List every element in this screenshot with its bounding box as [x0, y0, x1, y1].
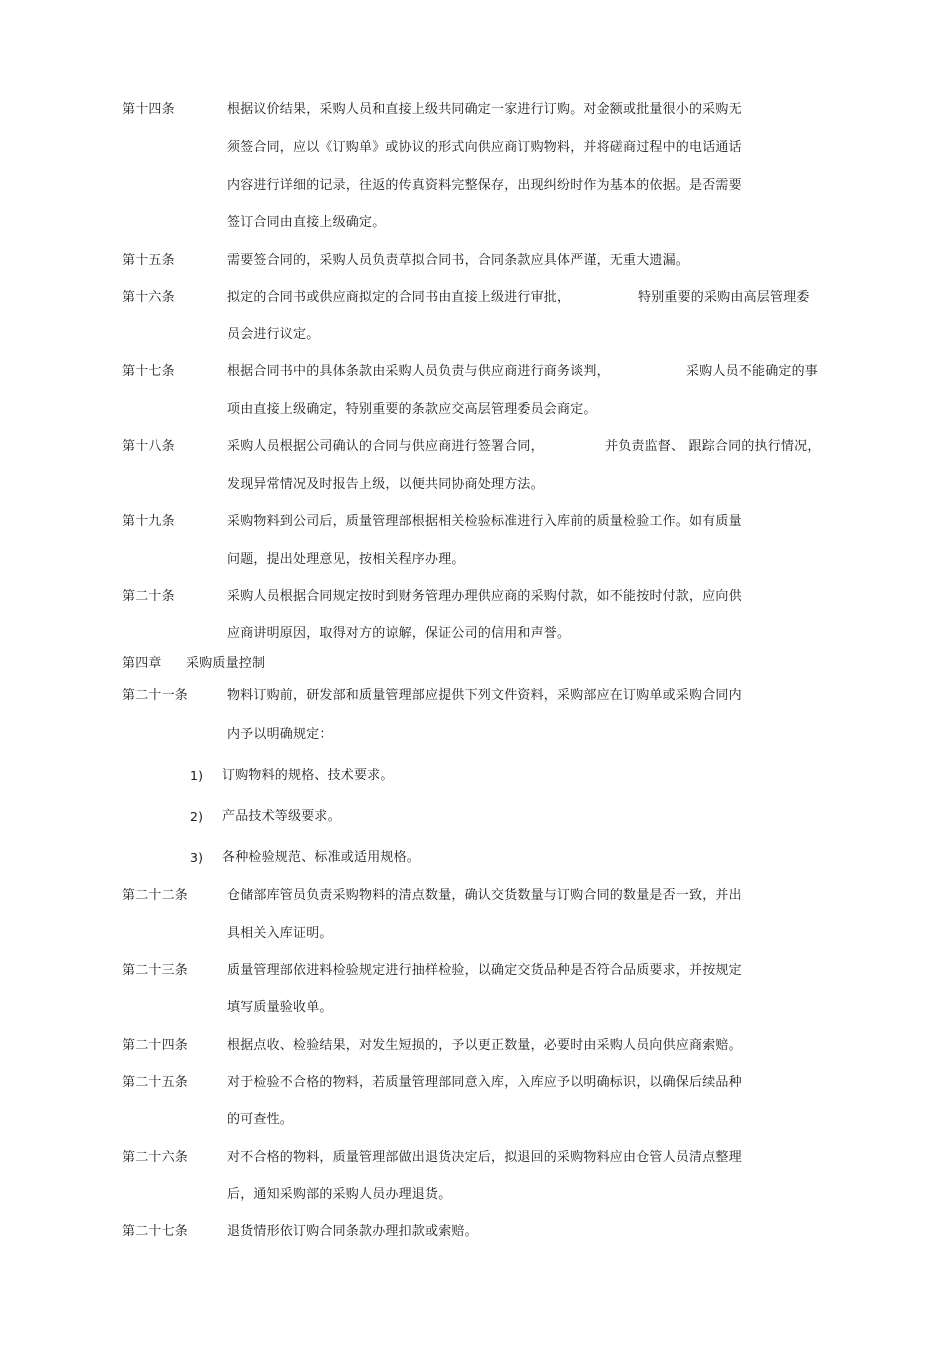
article-17-line-2: 项由直接上级确定，特别重要的条款应交高层管理委员会商定。 [227, 402, 597, 417]
article-21-line-1: 物料订购前，研发部和质量管理部应提供下列文件资料，采购部应在订购单或采购合同内 [227, 688, 742, 703]
article-24-line-1: 根据点收、检验结果，对发生短损的，予以更正数量，必要时由采购人员向供应商索赔。 [227, 1038, 742, 1053]
article-19-label: 第十九条 [122, 514, 175, 529]
chapter-title: 采购质量控制 [186, 656, 266, 671]
article-20-line-1: 采购人员根据合同规定按时到财务管理办理供应商的采购付款，如不能按时付款，应向供 [227, 589, 742, 604]
article-16-line-1: 拟定的合同书或供应商拟定的合同书由直接上级进行审批， [227, 290, 571, 305]
article-19-line-1: 采购物料到公司后，质量管理部根据相关检验标准进行入库前的质量检验工作。如有质量 [227, 514, 742, 529]
article-26-line-2: 后，通知采购部的采购人员办理退货。 [227, 1187, 452, 1202]
article-25-label: 第二十五条 [122, 1075, 189, 1090]
article-18-line-2: 发现异常情况及时报告上级，以便共同协商处理方法。 [227, 477, 544, 492]
article-23-line-2: 填写质量验收单。 [227, 1000, 333, 1015]
article-16-line-1-tail: 特别重要的采购由高层管理委 [638, 290, 810, 305]
list-item-number: 1) [190, 768, 204, 783]
list-item: 各种检验规范、标准或适用规格。 [222, 850, 421, 865]
article-14-line-3: 内容进行详细的记录，往返的传真资料完整保存，出现纠纷时作为基本的依据。是否需要 [227, 178, 742, 193]
article-26-line-1: 对不合格的物料，质量管理部做出退货决定后，拟退回的采购物料应由仓管人员清点整理 [227, 1150, 742, 1165]
article-17-line-1-tail: 采购人员不能确定的事 [686, 364, 819, 379]
article-23-line-1: 质量管理部依进料检验规定进行抽样检验，以确定交货品种是否符合品质要求，并按规定 [227, 963, 742, 978]
article-18-label: 第十八条 [122, 439, 175, 454]
article-15-label: 第十五条 [122, 253, 175, 268]
article-27-line-1: 退货情形依订购合同条款办理扣款或索赔。 [227, 1224, 478, 1239]
article-18-line-1-tail: 并负责监督、 跟踪合同的执行情况， [605, 439, 821, 454]
list-item-number: 2) [190, 809, 204, 824]
article-25-line-2: 的可查性。 [227, 1112, 294, 1127]
article-21-line-2: 内予以明确规定： [227, 727, 333, 742]
article-18-line-1: 采购人员根据公司确认的合同与供应商进行签署合同， [227, 439, 544, 454]
article-25-line-1: 对于检验不合格的物料，若质量管理部同意入库，入库应予以明确标识，以确保后续品种 [227, 1075, 742, 1090]
chapter-number: 第四章 [122, 656, 162, 671]
article-17-line-1: 根据合同书中的具体条款由采购人员负责与供应商进行商务谈判， [227, 364, 610, 379]
article-15-line-1: 需要签合同的，采购人员负责草拟合同书，合同条款应具体严谨，无重大遗漏。 [227, 253, 690, 268]
article-26-label: 第二十六条 [122, 1150, 189, 1165]
article-19-line-2: 问题，提出处理意见，按相关程序办理。 [227, 552, 465, 567]
article-27-label: 第二十七条 [122, 1224, 189, 1239]
article-14-line-1: 根据议价结果，采购人员和直接上级共同确定一家进行订购。对金额或批量很小的采购无 [227, 102, 742, 117]
article-22-label: 第二十二条 [122, 888, 189, 903]
article-22-line-2: 具相关入库证明。 [227, 926, 333, 941]
article-14-label: 第十四条 [122, 102, 175, 117]
article-20-line-2: 应商讲明原因，取得对方的谅解，保证公司的信用和声誉。 [227, 626, 571, 641]
article-16-label: 第十六条 [122, 290, 175, 305]
article-22-line-1: 仓储部库管员负责采购物料的清点数量，确认交货数量与订购合同的数量是否一致，并出 [227, 888, 742, 903]
article-17-label: 第十七条 [122, 364, 175, 379]
list-item: 订购物料的规格、技术要求。 [222, 768, 394, 783]
article-24-label: 第二十四条 [122, 1038, 189, 1053]
list-item-number: 3) [190, 850, 204, 865]
list-item: 产品技术等级要求。 [222, 809, 341, 824]
article-14-line-2: 须签合同，应以《订购单》或协议的形式向供应商订购物料，并将磋商过程中的电话通话 [227, 140, 742, 155]
article-20-label: 第二十条 [122, 589, 175, 604]
article-16-line-2: 员会进行议定。 [227, 327, 320, 342]
article-21-label: 第二十一条 [122, 688, 189, 703]
article-14-line-4: 签订合同由直接上级确定。 [227, 215, 386, 230]
article-23-label: 第二十三条 [122, 963, 189, 978]
